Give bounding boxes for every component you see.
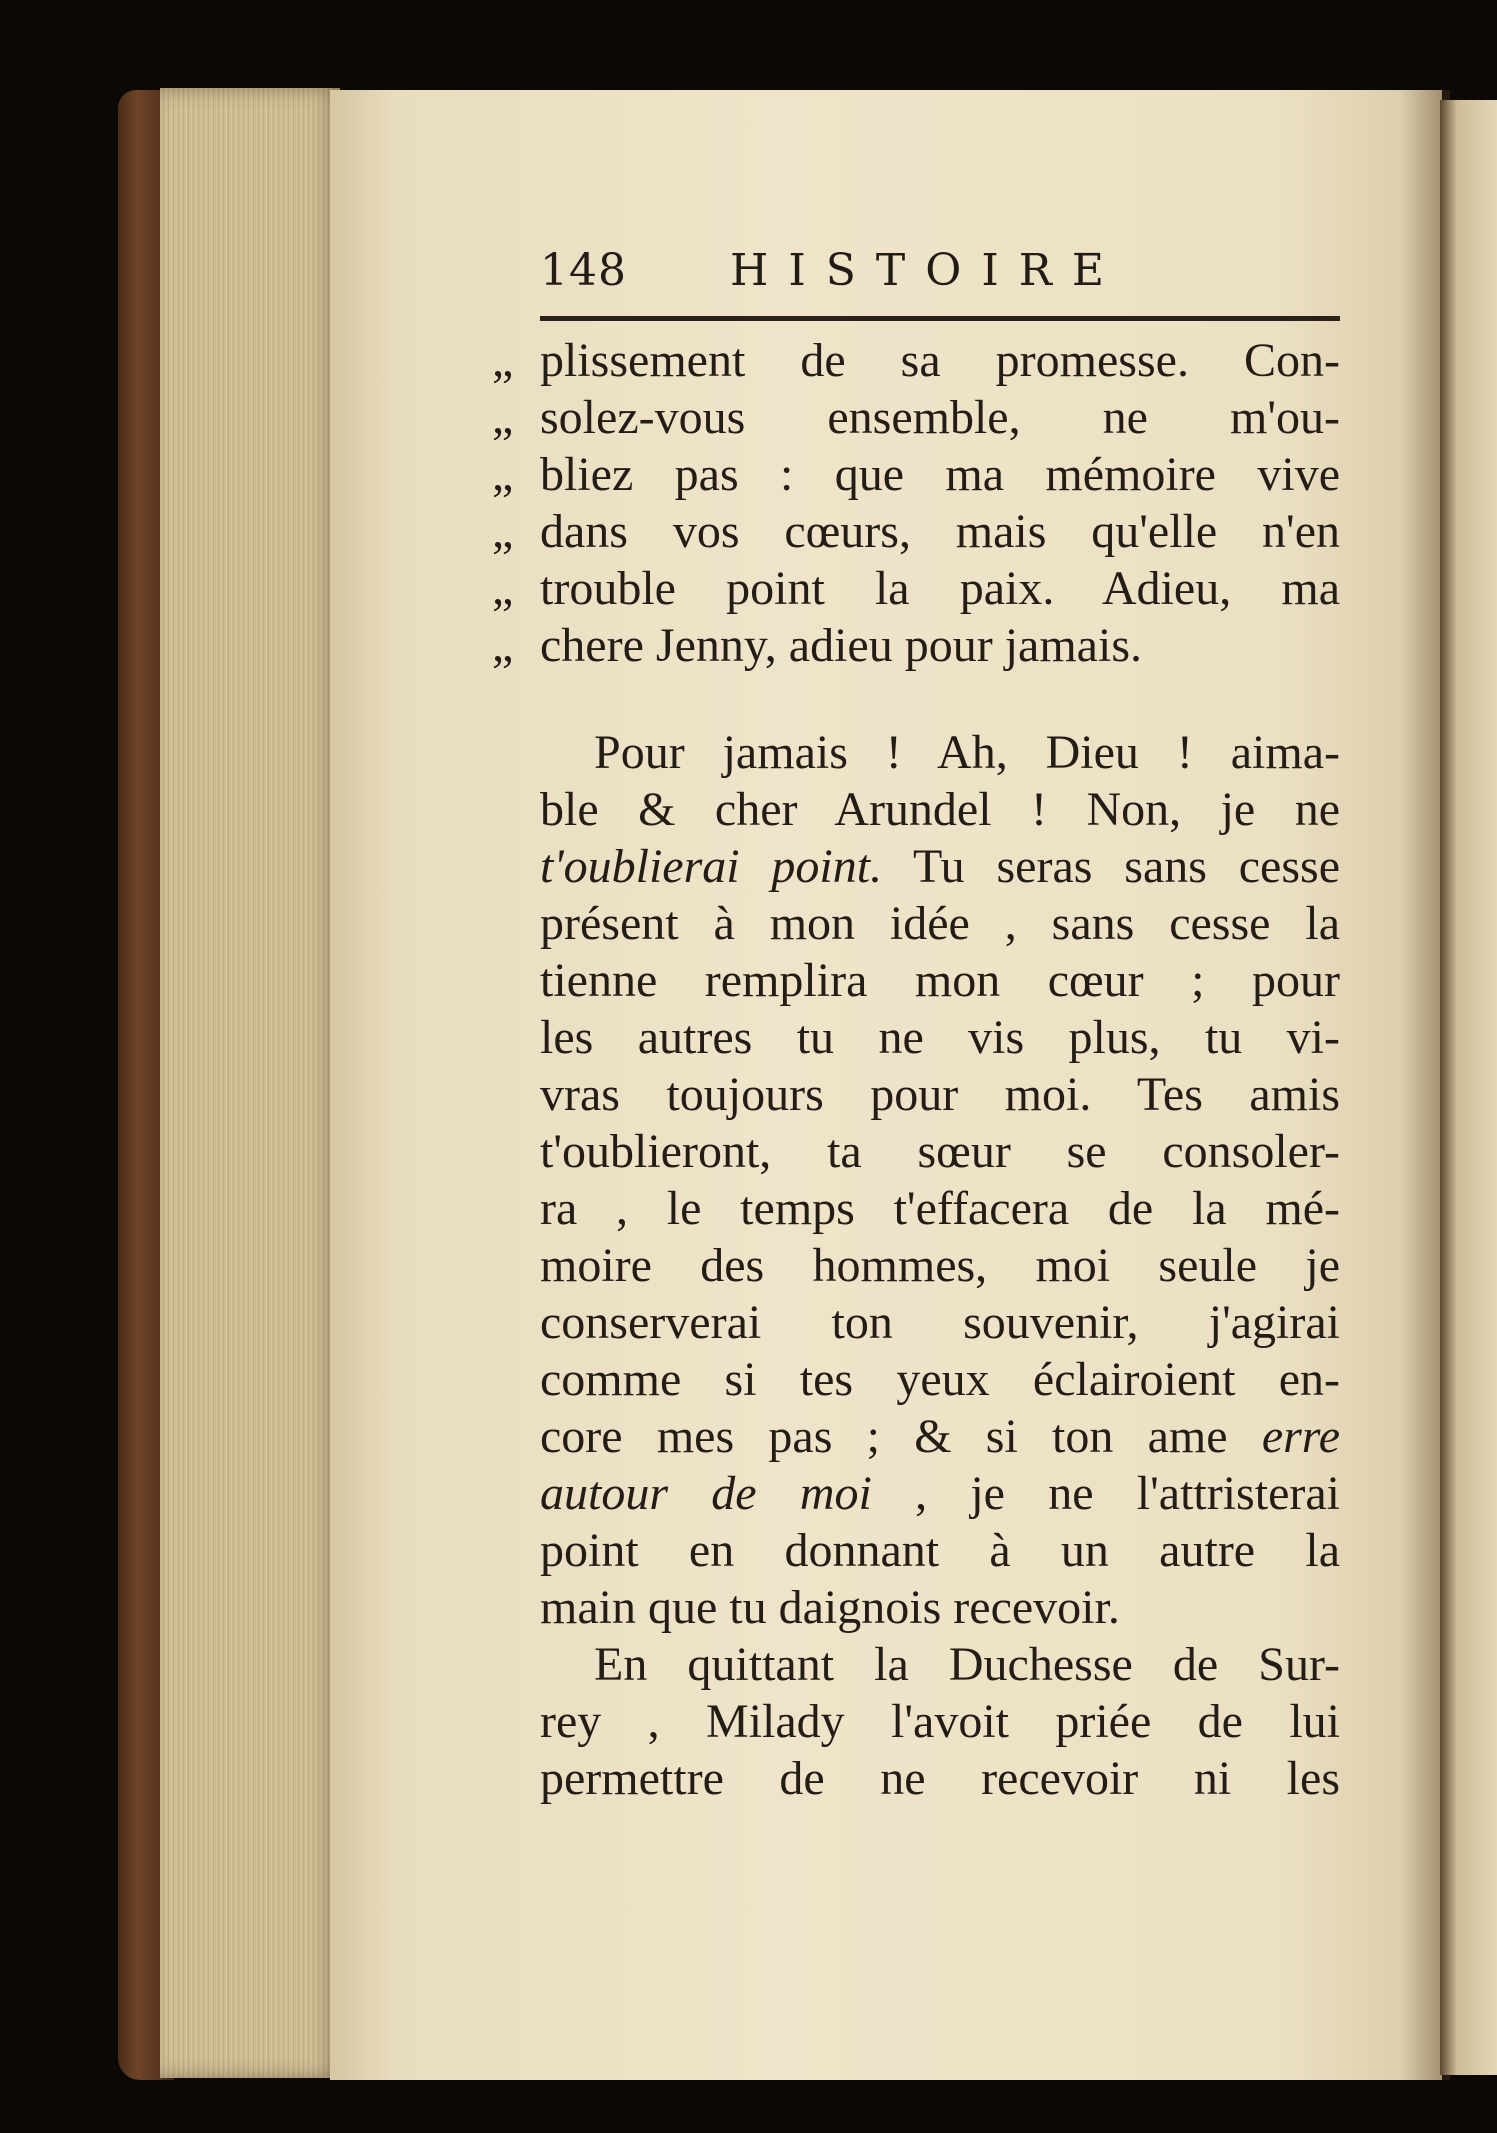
text-line: les autres tu ne vis plus, tu vi-: [540, 1011, 1340, 1064]
quote-mark: „: [492, 391, 514, 444]
text-line: vras toujours pour moi. Tes amis: [540, 1068, 1340, 1121]
paragraph: [540, 1636, 1340, 1807]
text-line: „ dans vos cœurs, mais qu'elle n'en: [492, 505, 1340, 558]
quote-mark: „: [492, 448, 514, 501]
head-rule: [540, 316, 1340, 321]
running-head: [540, 245, 1340, 315]
text-line: t'oublierai point. Tu seras sans cesse: [540, 840, 1341, 893]
paragraph-gap: [540, 674, 1340, 724]
text-line: core mes pas ; & si ton ame erre: [540, 1410, 1340, 1463]
text-line: t'oublieront, ta sœur se consoler-: [540, 1125, 1340, 1178]
italic-phrase: autour de moi: [540, 1467, 872, 1520]
text-line: tienne remplira mon cœur ; pour: [540, 954, 1340, 1007]
italic-phrase: erre: [1261, 1410, 1340, 1463]
page-number: 148: [540, 245, 627, 296]
text-line: ra , le temps t'effacera de la mé-: [540, 1182, 1340, 1235]
text-line: permettre de ne recevoir ni les: [540, 1752, 1340, 1805]
quoted-letter: [492, 332, 1340, 674]
quote-mark: „: [492, 619, 514, 672]
text-line: conserverai ton souvenir, j'agirai: [540, 1296, 1340, 1349]
quote-mark: „: [492, 505, 514, 558]
text-line: Pour jamais ! Ah, Dieu ! aima-: [594, 726, 1340, 779]
text-line: „ bliez pas : que ma mémoire vive: [492, 448, 1340, 501]
italic-phrase: t'oublierai point.: [540, 840, 883, 893]
text-line: comme si tes yeux éclairoient en-: [540, 1353, 1340, 1406]
text-line: moire des hommes, moi seule je: [540, 1239, 1340, 1292]
facing-page-edge: [1440, 100, 1497, 2075]
paragraph: [540, 724, 1340, 1636]
text-line: autour de moi , je ne l'attristerai: [540, 1467, 1340, 1520]
text-line: En quittant la Duchesse de Sur-: [594, 1638, 1340, 1691]
text-line: „ chere Jenny, adieu pour jamais.: [492, 619, 1142, 672]
text-line: „ plissement de sa promesse. Con-: [492, 334, 1340, 387]
text-line: rey , Milady l'avoit priée de lui: [540, 1695, 1340, 1748]
text-line: point en donnant à un autre la: [540, 1524, 1340, 1577]
text-line: „ solez-vous ensemble, ne m'ou-: [492, 391, 1340, 444]
text-line: présent à mon idée , sans cesse la: [540, 897, 1340, 950]
quote-mark: „: [492, 562, 514, 615]
text-line: ble & cher Arundel ! Non, je ne: [540, 783, 1340, 836]
quote-mark: „: [492, 334, 514, 387]
text-line: main que tu daignois recevoir.: [540, 1581, 1120, 1634]
page-text: [492, 332, 1341, 1807]
running-title: HISTOIRE: [730, 245, 1124, 296]
page-block-edges: [160, 88, 340, 2078]
text-line: „ trouble point la paix. Adieu, ma: [492, 562, 1340, 615]
